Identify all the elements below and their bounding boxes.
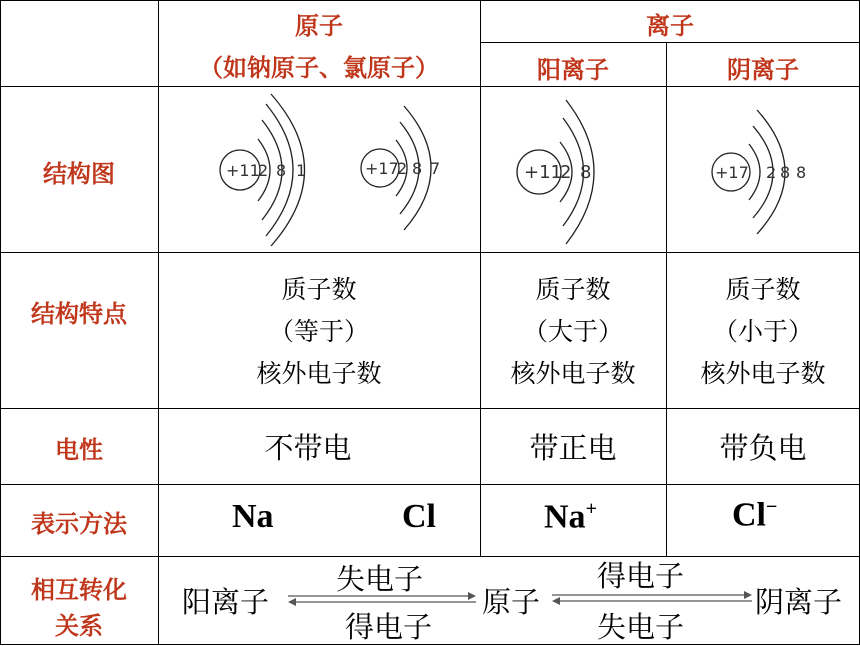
cl-atom-nucleus: +17 — [365, 159, 399, 178]
cl-ion-symbol: Cl− — [732, 496, 778, 534]
cation-feature-line3: 核外电子数 — [510, 359, 636, 388]
anion-charge: 带负电 — [719, 431, 807, 465]
row-label-conversion-line1: 相互转化 — [31, 576, 127, 604]
cation-feature-line2: （大于） — [522, 317, 623, 346]
conversion-anion: 阴离子 — [755, 585, 843, 619]
conversion-lose-left: 失电子 — [336, 562, 424, 596]
atom-charge: 不带电 — [264, 431, 352, 465]
conversion-cation: 阳离子 — [182, 585, 270, 619]
cation-feature-line1: 质子数 — [535, 275, 611, 304]
cl-ion-charge-sup: − — [766, 496, 778, 518]
anion-feature-line2: （小于） — [712, 317, 813, 346]
anion-header: 阴离子 — [727, 56, 799, 84]
na-symbol: Na — [232, 498, 274, 535]
cation-charge: 带正电 — [529, 431, 617, 465]
row-label-conversion-line2: 关系 — [55, 612, 103, 640]
na-atom-nucleus: +11 — [226, 161, 260, 180]
atom-header-title: 原子 — [295, 12, 343, 40]
atom-feature-line1: 质子数 — [281, 275, 357, 304]
cl-symbol: Cl — [402, 498, 436, 535]
na-atom-shell-3: 1 — [296, 161, 307, 180]
anion-feature-line3: 核外电子数 — [700, 359, 826, 388]
row-label-structure-diagram: 结构图 — [43, 160, 115, 188]
ion-header-title: 离子 — [646, 12, 694, 40]
na-atom-shell-1: 2 — [258, 161, 269, 180]
cation-header: 阳离子 — [537, 56, 609, 84]
conversion-gain-right: 得电子 — [597, 559, 685, 593]
cl-ion-nucleus: +17 — [715, 163, 749, 182]
na-ion-shell-1: 2 — [560, 162, 572, 183]
row-label-notation: 表示方法 — [31, 510, 127, 538]
cl-ion-shell-2: 8 — [780, 163, 791, 182]
cl-atom-shell-2: 8 — [412, 159, 423, 178]
cl-ion-shell-1: 2 — [766, 163, 777, 182]
cl-ion-shell-3: 8 — [796, 163, 807, 182]
anion-feature-line1: 质子数 — [725, 275, 801, 304]
na-ion-symbol: Na+ — [544, 498, 597, 536]
na-ion-charge-sup: + — [585, 498, 597, 520]
atom-feature-line3: 核外电子数 — [256, 359, 382, 388]
cl-atom-shell-3: 7 — [430, 159, 441, 178]
na-ion-nucleus: +11 — [524, 162, 562, 183]
conversion-lose-right: 失电子 — [597, 610, 685, 644]
conversion-gain-left: 得电子 — [345, 610, 433, 644]
atom-feature-line2: （等于） — [268, 317, 369, 346]
row-label-charge: 电性 — [55, 436, 103, 464]
na-atom-shell-2: 8 — [276, 161, 287, 180]
na-ion-shell-2: 8 — [580, 162, 592, 183]
atom-header-subtitle: （如钠原子、氯原子） — [199, 54, 439, 82]
row-label-structure-feature: 结构特点 — [31, 300, 127, 328]
conversion-atom: 原子 — [482, 585, 541, 619]
cl-atom-shell-1: 2 — [397, 159, 408, 178]
